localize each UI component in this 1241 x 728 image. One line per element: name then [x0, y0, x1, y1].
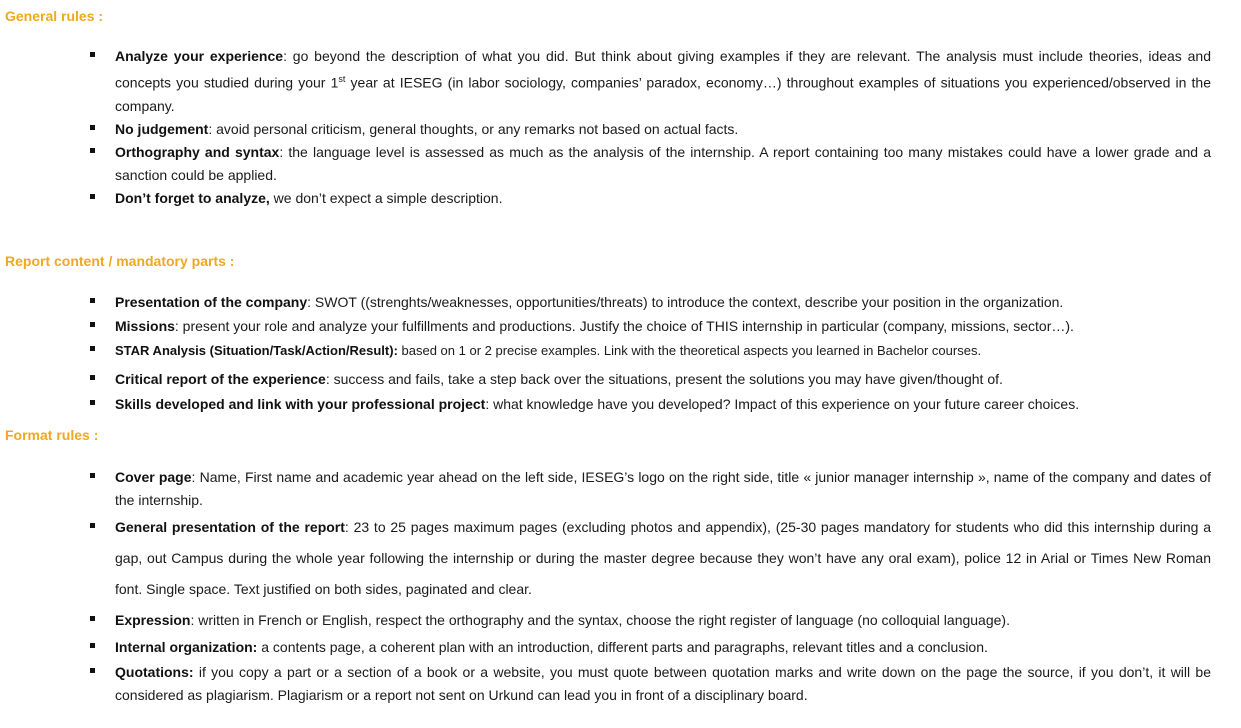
item-text: : written in French or English, respect the orthography and the syntax, choose the right register of language (no colloquial language). — [190, 612, 1010, 628]
list-item — [0, 315, 1241, 338]
item-text: : 23 to 25 pages maximum pages (excluding photos and appendix), (25-30 pages mandatory for students who did this internship during a gap, out Campus during the whole year following the internship or during the master degree because they won’t have any oral exam), police 12 in Arial or Times New Roman font. Single space. Text justified on both sides, paginated and clear. — [115, 519, 1212, 597]
item-text: year at IESEG (in labor sociology, companies’ paradox, economy…) throughout examples of situations you experienced/observed in the company. — [115, 74, 1211, 114]
item-title: Skills developed and link with your professional project — [115, 396, 486, 412]
item-text: : what knowledge have you developed? Impact of this experience on your future career choices. — [485, 396, 1080, 412]
item-text: : success and fails, take a step back over the situations, present the solutions you may have given/thought of. — [325, 371, 1003, 387]
list-item — [0, 187, 1241, 210]
item-title: Don’t forget to analyze, — [115, 189, 270, 206]
item-title: STAR Analysis (Situation/Task/Action/Result): — [115, 343, 398, 358]
list-item — [0, 141, 1241, 187]
item-title: Analyze your experience — [115, 48, 284, 64]
item-text: based on 1 or 2 precise examples. Link with the theoretical aspects you learned in Bachelor courses. — [397, 343, 982, 358]
list-item — [0, 339, 1241, 362]
section-heading-general: General rules : — [5, 8, 104, 24]
list-item — [0, 291, 1241, 314]
item-text: if you copy a part or a section of a book or a website, you must quote between quotation marks and write down on the page the source, if you don’t, it will be considered as plagiarism. Plagiarism or a report not sent on Urkund can lead you in front of a disciplinary board. — [115, 664, 1211, 703]
list-item — [0, 636, 1241, 659]
item-text: : Name, First name and academic year ahead on the left side, IESEG’s logo on the right side, title « junior manager internship », name of the company and dates of the internship. — [115, 469, 1212, 508]
list-item — [0, 512, 1241, 605]
format-rules-list — [0, 466, 1241, 707]
item-title: General presentation of the report — [115, 519, 345, 535]
section-heading-report-content: Report content / mandatory parts : — [5, 253, 235, 269]
list-item — [0, 661, 1241, 707]
item-text: we don’t expect a simple description. — [269, 189, 503, 206]
section-heading-format: Format rules : — [5, 427, 99, 443]
item-title: No judgement — [115, 120, 209, 137]
list-item — [0, 466, 1241, 512]
item-title: Critical report of the experience — [115, 371, 326, 387]
general-rules-list — [0, 45, 1241, 210]
item-title: Internal organization: — [115, 639, 258, 655]
item-title: Orthography and syntax — [115, 143, 280, 160]
list-item — [0, 368, 1241, 391]
item-text: : present your role and analyze your fulfillments and productions. Justify the choice of THIS internship in particular (company, missions, sector…). — [174, 318, 1074, 334]
item-title: Missions — [115, 318, 175, 334]
report-content-list — [0, 291, 1241, 417]
list-item — [0, 118, 1241, 141]
item-text: : go beyond the description of what you did. But think about giving examples if they are relevant. The analysis must include theories, ideas and concepts you studied during your 1 — [115, 48, 1211, 91]
list-item — [0, 45, 1241, 118]
item-sup: st — [338, 74, 346, 84]
item-text: : SWOT ((strenghts/weaknesses, opportunities/threats) to introduce the context, describe your position in the organization. — [307, 294, 1064, 310]
item-text: : the language level is assessed as much as the analysis of the internship. A report containing too many mistakes could have a lower grade and a sanction could be applied. — [115, 143, 1211, 183]
list-item — [0, 609, 1241, 632]
item-title: Quotations: — [115, 664, 194, 680]
item-text: a contents page, a coherent plan with an introduction, different parts and paragraphs, relevant titles and a conclusion. — [257, 639, 988, 655]
item-title: Cover page — [115, 469, 192, 485]
item-title: Expression — [115, 612, 191, 628]
item-title: Presentation of the company — [115, 294, 308, 310]
item-text: : avoid personal criticism, general thoughts, or any remarks not based on actual facts. — [208, 120, 739, 137]
list-item — [0, 393, 1241, 416]
